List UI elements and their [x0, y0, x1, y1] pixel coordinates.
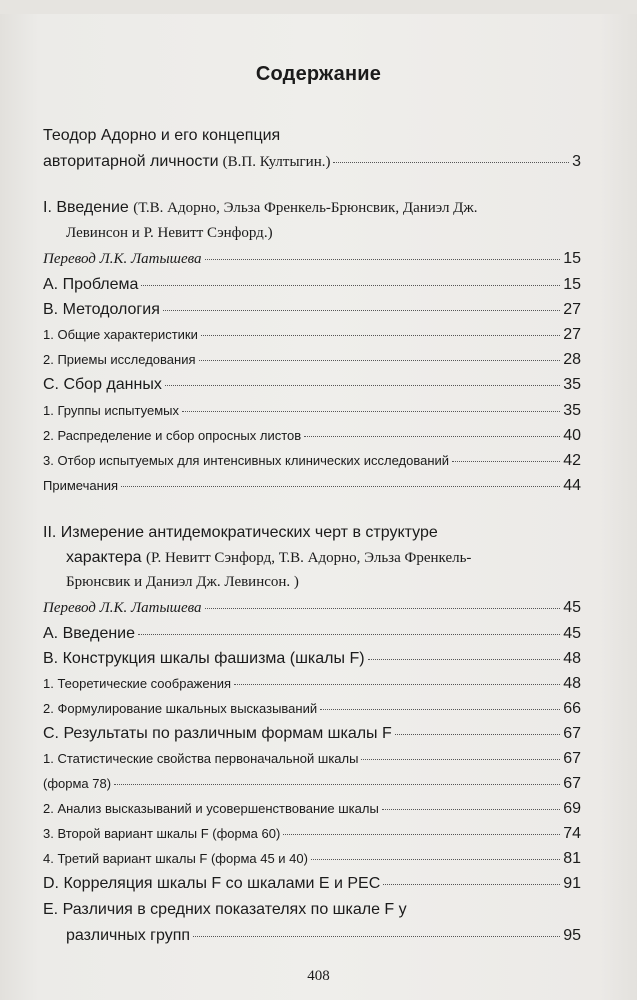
toc-entry-intro[interactable]: [43, 149, 581, 175]
page-ref: 67: [563, 775, 581, 792]
leader-dots: [333, 162, 569, 163]
page-ref: 28: [563, 351, 581, 368]
toc-entry-label: (форма 78): [43, 776, 112, 791]
part1-heading-line[interactable]: [43, 195, 581, 221]
leader-dots: [368, 659, 561, 660]
toc-entry[interactable]: [43, 297, 581, 322]
toc-entry-label: 4. Третий вариант шкалы F (форма 45 и 40): [43, 851, 308, 866]
leader-dots: [382, 809, 560, 810]
page-ref: 15: [563, 276, 581, 293]
page-ref: 81: [563, 850, 581, 867]
leader-dots: [311, 859, 560, 860]
toc-entry[interactable]: [43, 696, 581, 721]
part1-authors-line2: Левинсон и Р. Невитт Сэнфорд.): [66, 225, 273, 241]
toc-entry-label: A. Введение: [43, 625, 136, 642]
toc-entry[interactable]: [43, 796, 581, 821]
leader-dots: [193, 936, 560, 937]
toc-entry[interactable]: [43, 671, 581, 696]
toc-entry-last[interactable]: [43, 923, 581, 949]
page-ref: 95: [563, 927, 581, 944]
toc-entry-label: 1. Общие характеристики: [43, 327, 198, 342]
toc-entry[interactable]: [43, 771, 581, 796]
leader-dots: [121, 486, 560, 487]
leader-dots: [163, 310, 560, 311]
page-ref: 44: [563, 477, 581, 494]
leader-dots: [304, 436, 560, 437]
part2-heading-line1[interactable]: II. Измерение антидемократических черт в структуре: [43, 524, 438, 541]
part1-authors-line1: (Т.В. Адорно, Эльза Френкель-Брюнсвик, Даниэл Дж.: [133, 200, 478, 216]
toc-entry[interactable]: [43, 473, 581, 498]
toc-entry-label: 1. Группы испытуемых: [43, 403, 179, 418]
page-number: 408: [307, 968, 330, 984]
toc-entry-last-line1[interactable]: E. Различия в средних показателях по шкале F у: [43, 901, 407, 918]
toc-entry[interactable]: [43, 347, 581, 372]
leader-dots: [199, 360, 561, 361]
toc-entry-label: C. Результаты по различным формам шкалы F: [43, 725, 392, 742]
toc-entry[interactable]: [43, 721, 581, 746]
page-ref: 40: [563, 427, 581, 444]
toc-entry-label: B. Конструкция шкалы фашизма (шкалы F): [43, 650, 365, 667]
page-ref: 48: [563, 675, 581, 692]
table-of-contents: [43, 122, 581, 949]
leader-dots: [320, 709, 560, 710]
toc-entry-label: различных групп: [66, 927, 191, 944]
toc-entry-label: B. Методология: [43, 301, 160, 318]
leader-dots: [234, 684, 560, 685]
translation-credit: Перевод Л.К. Латышева: [43, 600, 202, 616]
part2-heading-line2: характера: [66, 549, 142, 566]
toc-entry[interactable]: [43, 398, 581, 423]
toc-entry[interactable]: [43, 272, 581, 297]
leader-dots: [165, 385, 560, 386]
toc-entry-label: 3. Второй вариант шкалы F (форма 60): [43, 826, 281, 841]
page-ref: 27: [563, 301, 581, 318]
page-ref: 69: [563, 800, 581, 817]
toc-entry[interactable]: [43, 646, 581, 671]
leader-dots: [205, 259, 561, 260]
toc-entry[interactable]: [43, 322, 581, 347]
toc-entry-label: 2. Распределение и сбор опросных листов: [43, 428, 302, 443]
toc-entry-label: 2. Приемы исследования: [43, 352, 196, 367]
page-ref: 35: [563, 376, 581, 393]
page-ref: 27: [563, 326, 581, 343]
toc-entry[interactable]: [43, 448, 581, 473]
part2-heading-line2-row: [43, 545, 581, 570]
intro-title-line1: Теодор Адорно и его концепция: [43, 127, 281, 144]
page-ref: 91: [563, 875, 581, 892]
toc-entry-part1-translation[interactable]: [43, 245, 581, 272]
toc-entry-part2-translation[interactable]: [43, 594, 581, 621]
page-ref: 35: [563, 402, 581, 419]
leader-dots: [283, 834, 560, 835]
intro-title-line2: авторитарной личности: [43, 153, 219, 170]
toc-entry-label: 2. Анализ высказываний и усовершенствование шкалы: [43, 801, 379, 816]
page-ref: 67: [563, 725, 581, 742]
toc-entry-label: 3. Отбор испытуемых для интенсивных клинических исследований: [43, 453, 450, 468]
toc-entry[interactable]: [43, 423, 581, 448]
toc-entry-label: C. Сбор данных: [43, 376, 162, 393]
part1-heading: I. Введение: [43, 199, 129, 216]
page-ref: 3: [572, 153, 581, 170]
page-ref: 67: [563, 750, 581, 767]
leader-dots: [138, 634, 560, 635]
toc-entry-label: Примечания: [43, 478, 119, 493]
toc-entry-label: D. Корреляция шкалы F со шкалами E и PEC: [43, 875, 381, 892]
translation-credit: Перевод Л.К. Латышева: [43, 251, 202, 267]
leader-dots: [205, 608, 561, 609]
leader-dots: [201, 335, 560, 336]
toc-entry[interactable]: [43, 846, 581, 871]
part2-authors-line2: (Р. Невитт Сэнфорд, Т.В. Адорно, Эльза Френкель-: [146, 550, 472, 566]
page-title: Содержание: [255, 63, 382, 85]
toc-entry[interactable]: [43, 621, 581, 646]
toc-entry-label: 2. Формулирование шкальных высказываний: [43, 701, 318, 716]
page-ref: 66: [563, 700, 581, 717]
leader-dots: [452, 461, 560, 462]
leader-dots: [141, 285, 560, 286]
leader-dots: [182, 411, 560, 412]
page-ref: 42: [563, 452, 581, 469]
intro-author: (В.П. Култыгин.): [222, 154, 331, 170]
toc-entry-label: 1. Теоретические соображения: [43, 676, 232, 691]
leader-dots: [383, 884, 560, 885]
leader-dots: [361, 759, 560, 760]
page-ref: 15: [563, 250, 581, 267]
page-ref: 48: [563, 650, 581, 667]
page-ref: 45: [563, 599, 581, 616]
toc-entry[interactable]: [43, 372, 581, 398]
part2-authors-line3: Брюнсвик и Даниэл Дж. Левинсон. ): [66, 574, 299, 590]
page-ref: 74: [563, 825, 581, 842]
leader-dots: [395, 734, 560, 735]
leader-dots: [114, 784, 560, 785]
page-ref: 45: [563, 625, 581, 642]
toc-entry-label: 1. Статистические свойства первоначальной шкалы: [43, 751, 359, 766]
toc-entry[interactable]: [43, 871, 581, 897]
toc-entry-label: A. Проблема: [43, 276, 139, 293]
toc-entry[interactable]: [43, 746, 581, 771]
top-edge: [0, 0, 637, 14]
toc-entry[interactable]: [43, 821, 581, 846]
